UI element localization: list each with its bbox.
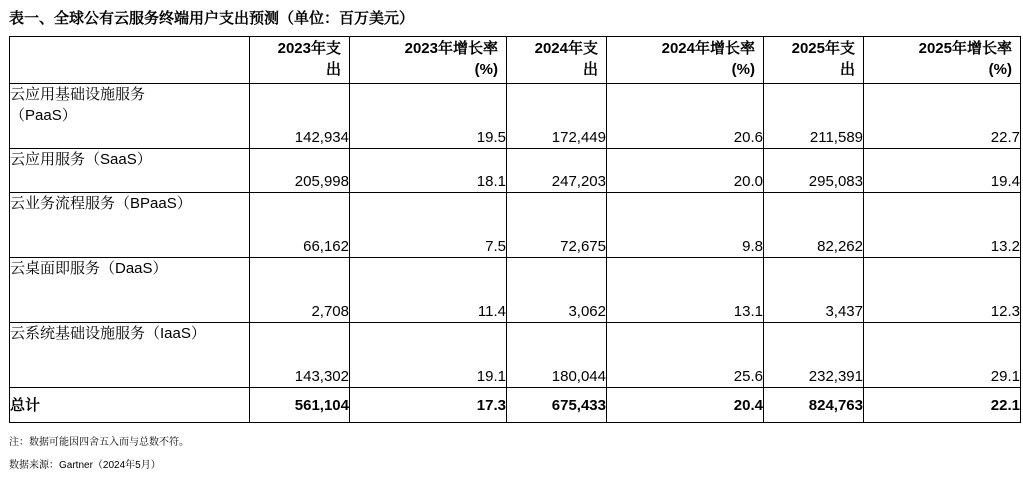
- row-label: 云应用服务（SaaS）: [10, 149, 250, 193]
- table-row: [10, 84, 1021, 149]
- total-2024-growth: 20.4: [607, 388, 764, 423]
- row-label: 云系统基础设施服务（IaaS）: [10, 323, 250, 388]
- total-2025-spend: 824,763: [764, 388, 864, 423]
- cell-2025-growth: 19.4: [864, 149, 1021, 193]
- forecast-table: [9, 36, 1021, 423]
- table-title: 表一、全球公有云服务终端用户支出预测（单位：百万美元）: [9, 10, 415, 27]
- header-cell-2025-spend: 2025年支 出: [764, 37, 864, 84]
- cell-2024-growth: 20.6: [607, 84, 764, 149]
- header-cell-category: [10, 37, 250, 84]
- cell-2024-growth: 9.8: [607, 193, 764, 258]
- data-source-note: 数据来源：Gartner（2024年5月）: [9, 460, 161, 471]
- cell-2025-growth: 29.1: [864, 323, 1021, 388]
- total-2023-spend: 561,104: [250, 388, 350, 423]
- cell-2025-spend: 82,262: [764, 193, 864, 258]
- header-row: [10, 37, 1021, 84]
- cell-2025-growth: 12.3: [864, 258, 1021, 323]
- row-label: 云应用基础设施服务 （PaaS）: [10, 84, 250, 149]
- cell-2023-spend: 142,934: [250, 84, 350, 149]
- cell-2025-growth: 13.2: [864, 193, 1021, 258]
- row-label: 云桌面即服务（DaaS）: [10, 258, 250, 323]
- cell-2025-spend: 3,437: [764, 258, 864, 323]
- cell-2023-spend: 143,302: [250, 323, 350, 388]
- cell-2025-spend: 232,391: [764, 323, 864, 388]
- row-label: 云业务流程服务（BPaaS）: [10, 193, 250, 258]
- table-row: [10, 149, 1021, 193]
- cell-2024-spend: 3,062: [507, 258, 607, 323]
- cell-2025-growth: 22.7: [864, 84, 1021, 149]
- cell-2024-spend: 172,449: [507, 84, 607, 149]
- header-cell-2024-spend: 2024年支 出: [507, 37, 607, 84]
- header-cell-2024-growth: 2024年增长率 (%): [607, 37, 764, 84]
- total-2023-growth: 17.3: [350, 388, 507, 423]
- header-cell-2025-growth: 2025年增长率 (%): [864, 37, 1021, 84]
- cell-2024-spend: 72,675: [507, 193, 607, 258]
- footnote: 注：数据可能因四舍五入而与总数不符。: [9, 437, 189, 448]
- cell-2023-growth: 11.4: [350, 258, 507, 323]
- cell-2023-spend: 2,708: [250, 258, 350, 323]
- cell-2023-growth: 19.1: [350, 323, 507, 388]
- table-row: [10, 258, 1021, 323]
- cell-2024-growth: 25.6: [607, 323, 764, 388]
- cell-2023-growth: 18.1: [350, 149, 507, 193]
- cell-2023-spend: 66,162: [250, 193, 350, 258]
- cell-2023-growth: 7.5: [350, 193, 507, 258]
- cell-2024-spend: 180,044: [507, 323, 607, 388]
- table-row: [10, 323, 1021, 388]
- cell-2025-spend: 295,083: [764, 149, 864, 193]
- total-label: 总计: [10, 388, 250, 423]
- cell-2024-growth: 13.1: [607, 258, 764, 323]
- header-cell-2023-growth: 2023年增长率 (%): [350, 37, 507, 84]
- total-2025-growth: 22.1: [864, 388, 1021, 423]
- cell-2024-growth: 20.0: [607, 149, 764, 193]
- cell-2025-spend: 211,589: [764, 84, 864, 149]
- table-row: [10, 193, 1021, 258]
- total-2024-spend: 675,433: [507, 388, 607, 423]
- cell-2024-spend: 247,203: [507, 149, 607, 193]
- cell-2023-growth: 19.5: [350, 84, 507, 149]
- total-row: [10, 388, 1021, 423]
- cell-2023-spend: 205,998: [250, 149, 350, 193]
- header-cell-2023-spend: 2023年支 出: [250, 37, 350, 84]
